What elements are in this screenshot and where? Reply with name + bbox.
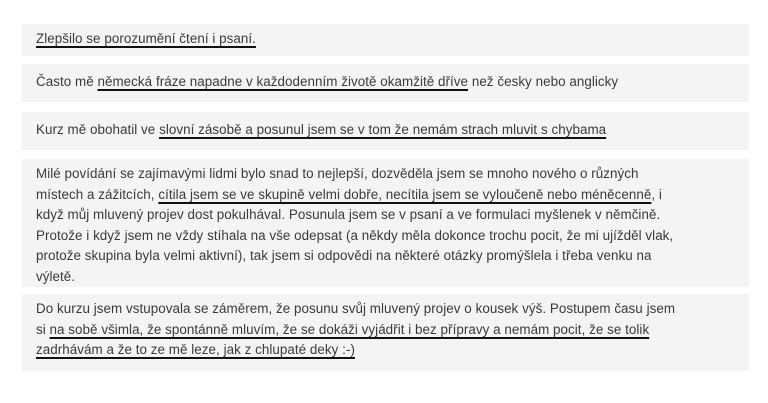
text-segment: Kurz mě obohatil ve xyxy=(36,122,160,137)
feedback-line xyxy=(36,320,735,341)
feedback-line xyxy=(36,164,735,185)
text-segment: Protože i když jsem ne vždy stíhala na vše odepsat (a někdy měla dokonce trochu pocit, že mi ujížděl vlak, xyxy=(36,227,674,243)
underlined-text: na sobě všimla, že spontánně mluvím, že se dokáži vyjádřit i bez přípravy a nemám pocit, že se tolik xyxy=(49,321,650,337)
feedback-line xyxy=(36,72,735,93)
underlined-text: Zlepšilo se porozumění čtení i psaní. xyxy=(36,31,256,46)
text-segment: Do kurzu jsem vstupovala se záměrem, že posunu svůj mluvený projev o kousek výš. Postupem času jsem xyxy=(36,301,676,316)
text-segment: Často mě xyxy=(36,74,98,89)
feedback-item-2 xyxy=(22,64,749,102)
feedback-line xyxy=(36,267,735,288)
feedback-line xyxy=(36,246,735,267)
underlined-text: cítila jsem se ve skupině velmi dobře, necítila jsem se vyloučeně nebo méněcenně xyxy=(158,186,652,202)
text-segment: když můj mluvený projev dost pokulhával. Posunula jsem se v psaní a ve formulaci myšlenek v němčině. xyxy=(36,207,661,222)
feedback-line xyxy=(36,205,735,226)
feedback-item-5 xyxy=(22,294,749,371)
text-segment: místech a zážitcích, xyxy=(36,186,159,202)
underlined-text: německá fráze napadne v každodenním životě okamžitě dříve xyxy=(97,74,469,89)
text-segment: výletě. xyxy=(36,268,76,284)
feedback-line xyxy=(36,185,735,206)
feedback-item-3 xyxy=(22,112,749,150)
feedback-line xyxy=(36,120,735,141)
underlined-text: zadrhávám a že to ze mě leze, jak z chlupaté deky :-) xyxy=(36,342,355,357)
feedback-line xyxy=(36,29,735,50)
text-segment: Milé povídání se zajímavými lidmi bylo snad to nejlepší, dozvěděla jsem se mnoho nového o různých xyxy=(36,166,639,181)
feedback-line xyxy=(36,340,735,361)
underlined-text: slovní zásobě a posunul jsem se v tom že nemám strach mluvit s chybama xyxy=(159,122,607,137)
text-segment: si xyxy=(36,321,50,337)
feedback-item-4 xyxy=(22,159,749,287)
text-segment: protože skupina byla velmi aktivní), tak jsem si odpovědi na některé otázky promýšlela i třeba venku na xyxy=(36,248,652,263)
text-segment: , i xyxy=(651,186,662,202)
text-segment: než česky nebo anglicky xyxy=(468,74,619,89)
feedback-line xyxy=(36,299,735,320)
feedback-item-1 xyxy=(22,24,749,56)
feedback-line xyxy=(36,226,735,247)
